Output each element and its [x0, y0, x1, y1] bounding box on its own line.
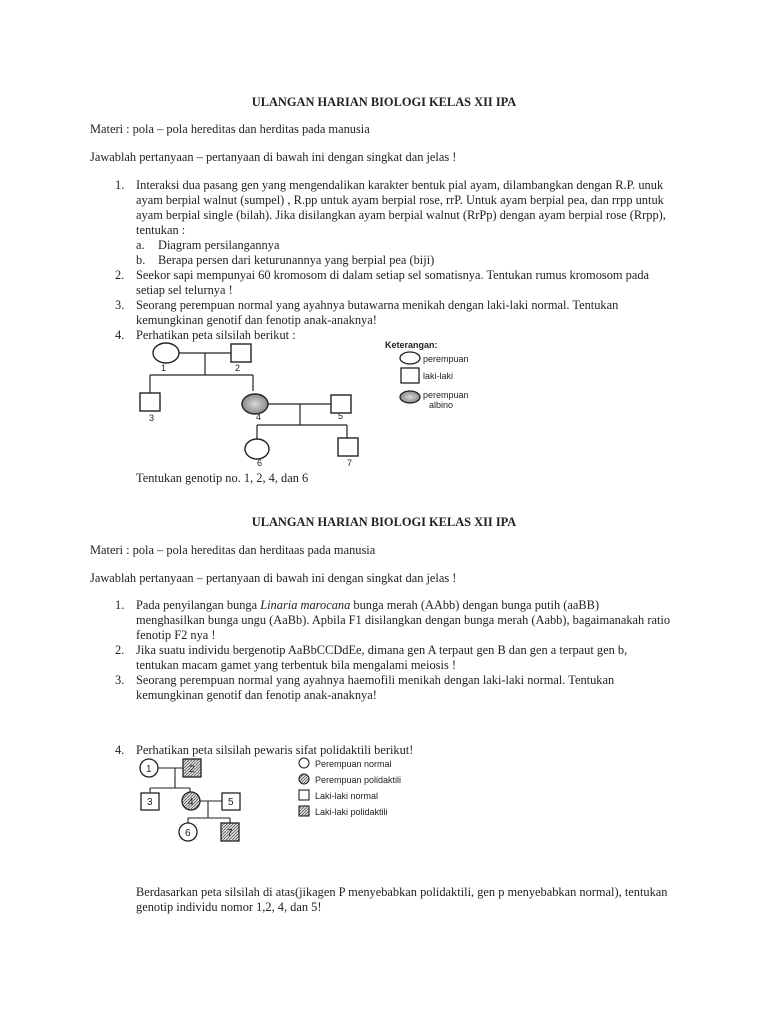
- s1-closing-text: Tentukan genotip no. 1, 2, 4, dan 6: [136, 471, 309, 485]
- s2-q3-line1: Seorang perempuan normal yang ayahnya haemofili menikah dengan laki-laki normal. Tentukan: [136, 673, 615, 687]
- pedigree1-label-7: 7: [347, 458, 353, 468]
- section1-instructions: Jawablah pertanyaan – pertanyaan di bawah ini dengan singkat dan jelas !: [90, 150, 457, 164]
- s2-q4-number: 4.: [115, 743, 125, 757]
- s2-closing-line2: genotip individu nomor 1,2, 4, dan 5!: [136, 900, 322, 914]
- s1-q1-sub-b-text: Berapa persen dari keturunannya yang berpial pea (biji): [158, 253, 435, 267]
- s2-q1-post: bunga merah (AAbb) dengan bunga putih (aaBB): [350, 598, 600, 612]
- s2-q1-line3: fenotip F2 nya !: [136, 628, 216, 642]
- pedigree2-legend-normal-male: Laki-laki normal: [315, 791, 379, 801]
- pedigree2-label-7: 7: [227, 828, 233, 839]
- section2-title: ULANGAN HARIAN BIOLOGI KELAS XII IPA: [251, 515, 517, 529]
- pedigree1-label-3: 3: [149, 413, 155, 423]
- s1-q3-number: 3.: [115, 298, 125, 312]
- pedigree1-label-2: 2: [235, 363, 241, 373]
- pedigree2-label-3: 3: [147, 797, 153, 808]
- s2-q3-line2: kemungkinan genotif dan fenotip anak-anaknya!: [136, 688, 377, 702]
- pedigree1-legend-male: laki-laki: [423, 371, 454, 381]
- legend2-normal-male-symbol: [299, 790, 309, 800]
- s1-q1-number: 1.: [115, 178, 125, 192]
- s1-q2-line2: setiap sel telurnya !: [136, 283, 233, 297]
- pedigree2-label-5: 5: [228, 797, 234, 808]
- pedigree1-individual-4: [242, 394, 268, 414]
- s1-q1-sub-b-letter: b.: [136, 253, 146, 267]
- pedigree1-legend-title: Keterangan:: [385, 340, 438, 350]
- s2-q1-species: Linaria marocana: [260, 598, 351, 612]
- pedigree1-individual-7: [338, 438, 358, 456]
- pedigree1-label-4: 4: [256, 412, 262, 422]
- s1-q4-line1: Perhatikan peta silsilah berikut :: [136, 328, 296, 342]
- s1-q2-line1: Seekor sapi mempunyai 60 kromosom di dalam setiap sel somatisnya. Tentukan rumus kromosom pada: [136, 268, 650, 282]
- polydactyly-pedigree-chart: [130, 753, 430, 843]
- pedigree2-legend-normal-female: Perempuan normal: [315, 759, 392, 769]
- s1-q3-line1: Seorang perempuan normal yang ayahnya butawarna menikah dengan laki-laki normal. Tentukan: [136, 298, 619, 312]
- section2-instructions: Jawablah pertanyaan – pertanyaan di bawah ini dengan singkat dan jelas !: [90, 571, 457, 585]
- section2-materi: Materi : pola – pola hereditas dan herditaas pada manusia: [90, 543, 376, 557]
- s2-q2-line2: tentukan macam gamet yang terbentuk bila mengalami meiosis !: [136, 658, 456, 672]
- albino-pedigree-chart: [130, 335, 550, 470]
- s2-q1-pre: Pada penyilangan bunga: [136, 598, 261, 612]
- legend1-albino-symbol: [400, 391, 420, 403]
- s2-q3-number: 3.: [115, 673, 125, 687]
- s2-q2-number: 2.: [115, 643, 125, 657]
- pedigree1-individual-2: [231, 344, 251, 362]
- s1-q3-line2: kemungkinan genotif dan fenotip anak-anaknya!: [136, 313, 377, 327]
- pedigree2-label-4: 4: [188, 797, 194, 808]
- pedigree2-label-2: 2: [189, 764, 195, 775]
- s1-q1-line3: ayam berpial single (bilah). Jika disilangkan ayam berpial walnut (RrPp) dengan ayam berpial rose (Rrpp),: [136, 208, 666, 222]
- s1-q1-sub-a-letter: a.: [136, 238, 145, 252]
- s1-q2-number: 2.: [115, 268, 125, 282]
- legend2-normal-female-symbol: [299, 758, 309, 768]
- pedigree1-individual-1: [153, 343, 179, 363]
- legend1-female-symbol: [400, 352, 420, 364]
- pedigree1-individual-3: [140, 393, 160, 411]
- s1-q4-number: 4.: [115, 328, 125, 342]
- pedigree2-label-6: 6: [185, 828, 191, 839]
- pedigree1-label-5: 5: [338, 411, 344, 421]
- legend2-polydactyly-male-symbol: [299, 806, 309, 816]
- s2-q1-number: 1.: [115, 598, 125, 612]
- s2-q1-line2: menghasilkan bunga ungu (AaBb). Apbila F1 disilangkan dengan bunga merah (Aabb), bagaimanakah ratio: [136, 613, 671, 627]
- pedigree2-label-1: 1: [146, 764, 152, 775]
- s1-q1-line1: Interaksi dua pasang gen yang mengendalikan karakter bentuk pial ayam, dilambangkan dengan R.P. unuk: [136, 178, 664, 192]
- s2-q2-line1: Jika suatu individu bergenotip AaBbCCDdEe, dimana gen A terpaut gen B dan gen a terpaut gen b,: [136, 643, 628, 657]
- s2-q4-line1: Perhatikan peta silsilah pewaris sifat polidaktili berikut!: [136, 743, 414, 757]
- legend1-male-symbol: [401, 368, 419, 383]
- pedigree2-legend-polydactyly-female: Perempuan polidaktili: [315, 775, 402, 785]
- s1-q1-line4: tentukan :: [136, 223, 186, 237]
- pedigree1-individual-6: [245, 439, 269, 459]
- s2-q1-line1: [136, 598, 688, 613]
- pedigree1-legend-albino-1: perempuan: [423, 390, 469, 400]
- section1-title: ULANGAN HARIAN BIOLOGI KELAS XII IPA: [251, 95, 517, 109]
- legend2-polydactyly-female-symbol: [299, 774, 309, 784]
- pedigree2-legend-polydactyly-male: Laki-laki polidaktili: [315, 807, 388, 817]
- pedigree1-label-1: 1: [161, 363, 167, 373]
- pedigree1-legend-female: perempuan: [423, 354, 469, 364]
- s2-closing-line1: Berdasarkan peta silsilah di atas(jikagen P menyebabkan polidaktili, gen p menyebabkan normal), tentukan: [136, 885, 668, 899]
- section1-materi: Materi : pola – pola hereditas dan herditas pada manusia: [90, 122, 370, 136]
- pedigree1-legend-albino-2: albino: [429, 400, 454, 410]
- pedigree1-label-6: 6: [257, 458, 263, 468]
- s1-q1-sub-a-text: Diagram persilangannya: [158, 238, 280, 252]
- s1-q1-line2: ayam berpial walnut (sumpel) , R.pp untuk ayam berpial rose, rrP. Untuk ayam berpial pea, dan rrpp untuk: [136, 193, 664, 207]
